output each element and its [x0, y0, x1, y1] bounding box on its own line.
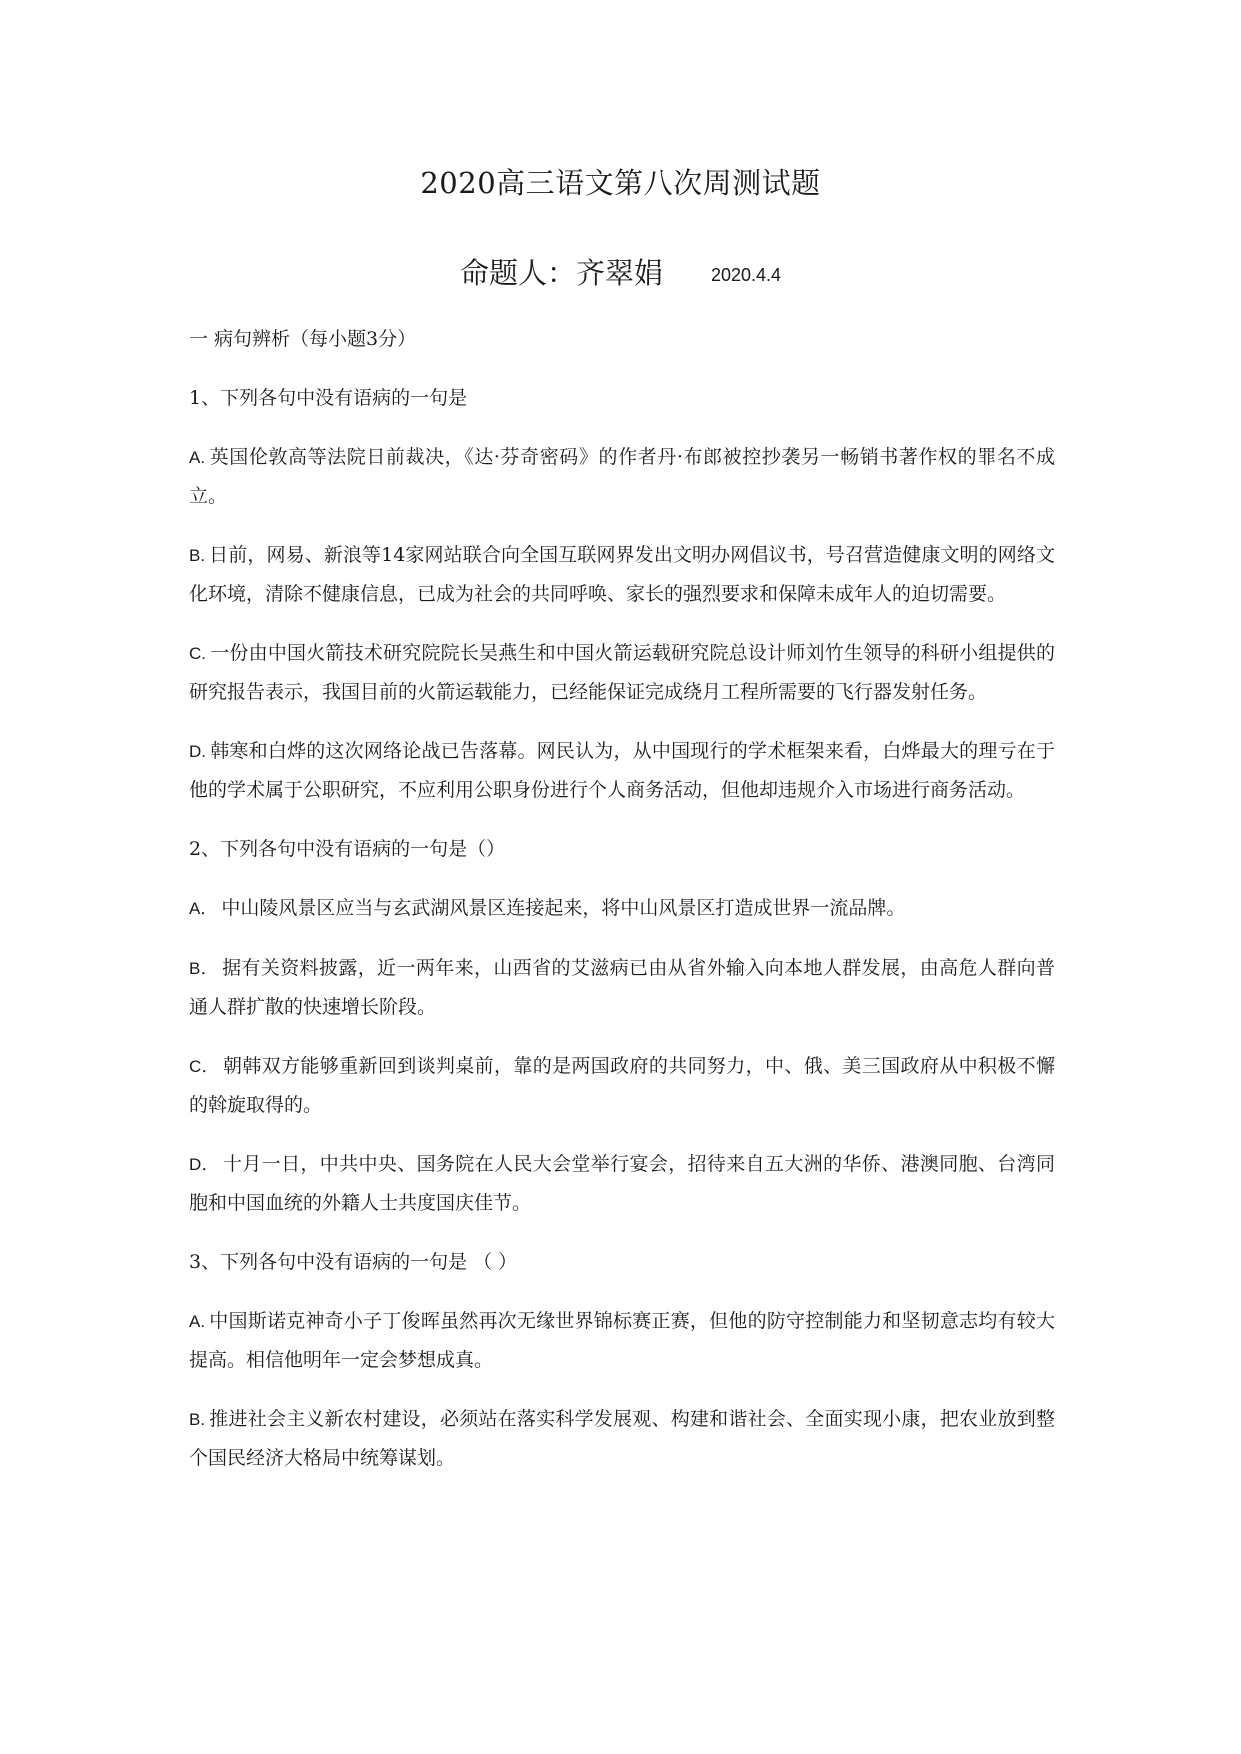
author-line	[0, 253, 1241, 295]
option-label: B.	[189, 546, 206, 565]
option-c	[189, 1047, 1055, 1124]
option-text: 一份由中国火箭技术研究院院长吴燕生和中国火箭运载研究院总设计师刘竹生领导的科研小组提供的研究报告表示，我国目前的火箭运载能力，已经能保证完成绕月工程所需要的飞行器发射任务。	[189, 642, 1055, 703]
option-a	[189, 438, 1055, 515]
option-label: A.	[189, 1312, 206, 1331]
option-label: D.	[189, 742, 206, 761]
exam-date: 2020.4.4	[710, 265, 782, 285]
option-label: B.	[189, 1410, 206, 1429]
exam-content	[189, 320, 1055, 1477]
option-text: 日前，网易、新浪等14家网站联合向全国互联网界发出文明办网倡议书，号召营造健康文明的网络文化环境，清除不健康信息，已成为社会的共同呼唤、家长的强烈要求和保障未成年人的迫切需要。	[189, 544, 1055, 605]
option-label: C.	[189, 644, 206, 663]
question-stem: 1、下列各句中没有语病的一句是	[189, 387, 468, 409]
author-name: 命题人：齐翠娟	[459, 256, 663, 290]
option-label: A．	[189, 899, 218, 918]
question-stem: 3、下列各句中没有语病的一句是 （ ）	[189, 1251, 518, 1273]
option-text: 朝韩双方能够重新回到谈判桌前，靠的是两国政府的共同努力，中、俄、美三国政府从中积极不懈的斡旋取得的。	[189, 1055, 1055, 1116]
option-a	[189, 1302, 1055, 1379]
option-label: B．	[189, 959, 219, 978]
option-b	[189, 536, 1055, 613]
option-text: 中国斯诺克神奇小子丁俊晖虽然再次无缘世界锦标赛正赛，但他的防守控制能力和坚韧意志均有较大提高。相信他明年一定会梦想成真。	[189, 1310, 1055, 1371]
option-text: 中山陵风景区应当与玄武湖风景区连接起来，将中山风景区打造成世界一流品牌。	[221, 897, 906, 919]
page-title: 2020高三语文第八次周测试题	[420, 166, 821, 200]
option-label: C．	[189, 1057, 219, 1076]
option-text: 韩寒和白烨的这次网络论战已告落幕。网民认为，从中国现行的学术框架来看，白烨最大的理亏在于他的学术属于公职研究，不应利用公职身份进行个人商务活动，但他却违规介入市场进行商务活动。	[189, 740, 1055, 801]
option-d	[189, 732, 1055, 809]
section-heading: 一 病句辨析（每小题3分）	[189, 328, 417, 350]
question-stem: 2、下列各句中没有语病的一句是（）	[189, 838, 506, 860]
option-c	[189, 634, 1055, 711]
option-d	[189, 1145, 1055, 1222]
option-text: 推进社会主义新农村建设，必须站在落实科学发展观、构建和谐社会、全面实现小康，把农业放到整个国民经济大格局中统筹谋划。	[189, 1408, 1055, 1469]
option-text: 十月一日，中共中央、国务院在人民大会堂举行宴会，招待来自五大洲的华侨、港澳同胞、台湾同胞和中国血统的外籍人士共度国庆佳节。	[189, 1153, 1055, 1214]
option-text: 据有关资料披露，近一两年来，山西省的艾滋病已由从省外输入向本地人群发展，由高危人群向普通人群扩散的快速增长阶段。	[189, 957, 1055, 1018]
option-text: 英国伦敦高等法院日前裁决，《达·芬奇密码》的作者丹·布郎被控抄袭另一畅销书著作权的罪名不成立。	[189, 446, 1055, 507]
option-a	[189, 889, 1055, 928]
option-label: D．	[189, 1155, 219, 1174]
option-b	[189, 949, 1055, 1026]
option-label: A.	[189, 448, 206, 467]
option-b	[189, 1400, 1055, 1477]
